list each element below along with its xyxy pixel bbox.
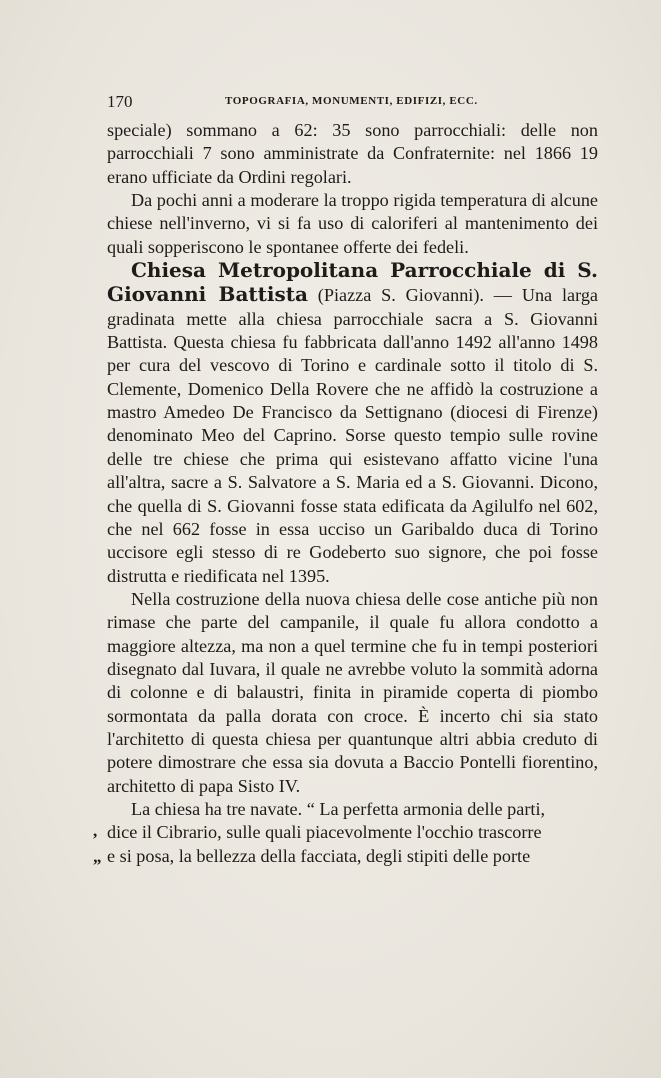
paragraph-3-text: (Piazza S. Giovanni). — Una larga gradinata mette alla chiesa parrocchiale sacra a S. Giovanni Battista. Questa chiesa fu fabbricata dall'anno 1492 all'anno 1498 per cura del vescovo di Torino e cardinale sotto il titolo di S. Clemente, Domenico Della Rovere che ne affidò la costruzione a mastro Amedeo De Francisco da Settignano (diocesi di Firenze) denominato Meo del Caprino. Sorse questo tempio sulle rovine delle tre chiese che prima qui esistevano affatto vicine l'una all'altra, sacre a S. Salvatore a S. Maria ed a S. Giovanni. Dicono, che quella di S. Giovanni fosse stata edificata da Agilulfo nel 602, che nel 662 fosse in essa ucciso un Garibaldo duca di Torino uccisore egli stesso di re Godeberto suo signore, che poi fosse distrutta e riedificata nel 1395. bbox=[107, 285, 598, 586]
paragraph-5-line-2-text: dice il Cibrario, sulle quali piacevolmente l'occhio trascorre bbox=[107, 822, 542, 843]
running-title: TOPOGRAFIA, MONUMENTI, EDIFIZI, ECC. bbox=[225, 95, 478, 107]
paragraph-5-line-2 bbox=[93, 821, 598, 844]
paragraph-4: Nella costruzione della nuova chiesa delle cose antiche più non rimase che parte del campanile, il quale fu allora condotto a maggiore altezza, ma non a quel termine che fu in tempi posteriori disegnato dal Iuvara, il quale ne avrebbe voluto la sommità adorna di colonne e di balaustri, finita in piramide coperta di piombo sormontata da palla dorata con croce. È incerto chi sia stato l'architetto di questa chiesa per quantunque altri abbia creduto di potere dimostrare che essa sia dovuta a Baccio Pontelli fiorentino, architetto di papa Sisto IV. bbox=[107, 588, 598, 796]
quote-mark: „ bbox=[93, 846, 102, 866]
quote-mark: , bbox=[93, 821, 98, 841]
paragraph-5-line-3-text: e si posa, la bellezza della facciata, degli stipiti delle porte bbox=[107, 845, 531, 866]
paragraph-5-line-3 bbox=[93, 845, 598, 868]
section-heading: Chiesa Metropolitana Parrocchiale di S. Giovanni Battista bbox=[107, 258, 598, 307]
paragraph-3 bbox=[107, 259, 598, 588]
paragraph-2: Da pochi anni a moderare la troppo rigida temperatura di alcune chiese nell'inverno, vi si fa uso di caloriferi al mantenimento dei quali sopperiscono le spontanee offerte dei fedeli. bbox=[107, 190, 598, 257]
paragraph-1: speciale) sommano a 62: 35 sono parrocchiali: delle non parrocchiali 7 sono amministrate da Confraternite: nel 1866 19 erano ufficiate da Ordini regolari. bbox=[107, 120, 598, 187]
paragraph-5-line-1: La chiesa ha tre navate. “ La perfetta armonia delle parti, bbox=[131, 798, 546, 819]
page-number: 170 bbox=[107, 92, 133, 111]
running-head bbox=[107, 92, 602, 112]
body-text bbox=[93, 119, 598, 868]
paragraph-5 bbox=[93, 798, 598, 868]
